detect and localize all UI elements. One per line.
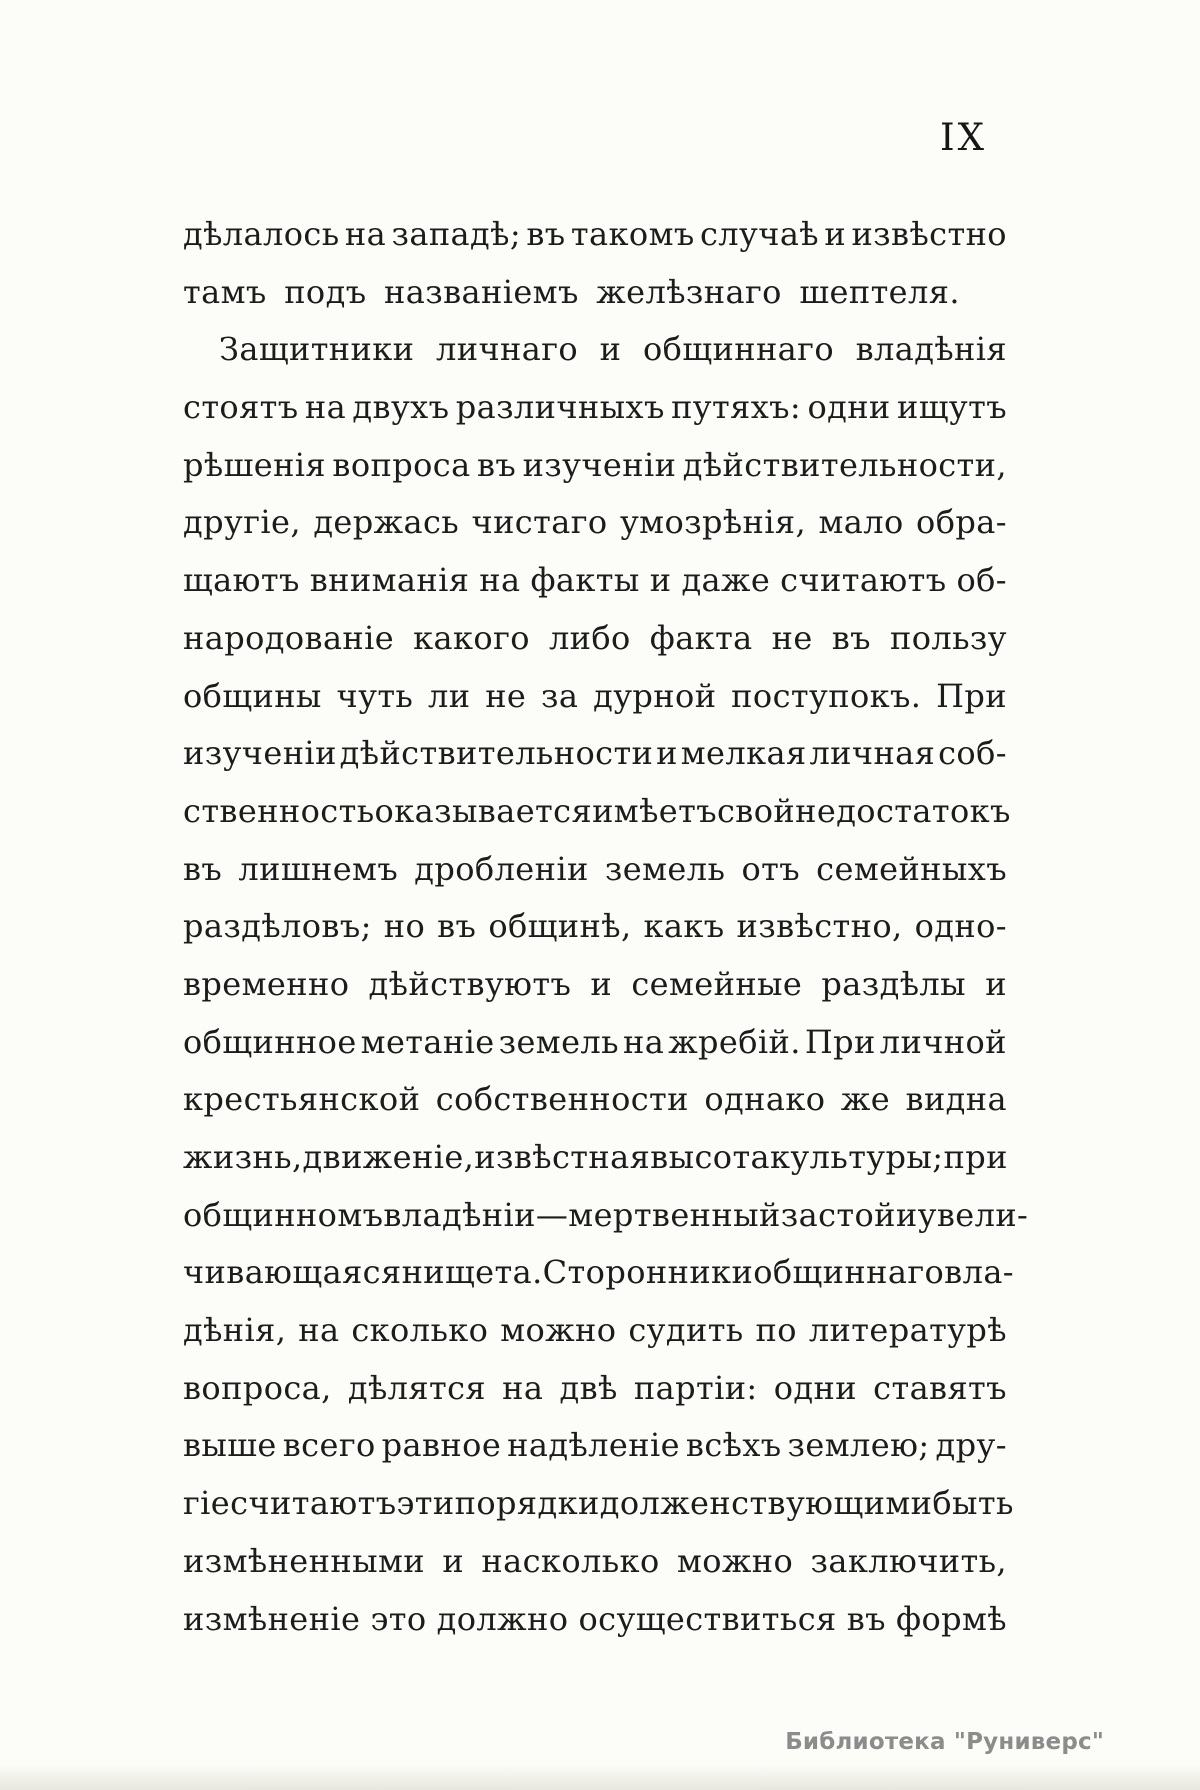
text-line: жизнь, движеніе, извѣстная высота культуры; при — [183, 1138, 1008, 1176]
text-line: общинномъ владѣніи—мертвенный застой и увели- — [183, 1195, 1029, 1234]
text-line: гіе считаютъ эти порядки долженствующими быть — [183, 1484, 1014, 1523]
text-line: народованіе какого либо факта не въ пользу — [183, 618, 1007, 657]
text-line: временно дѣйствуютъ и семейные раздѣлы и — [183, 964, 1007, 1003]
text-line: раздѣловъ; но въ общинѣ, какъ извѣстно, одно- — [183, 907, 1007, 946]
text-line: общинное метаніе земель на жребій. При личной — [183, 1022, 1007, 1061]
text-line: измѣненіе это должно осуществиться въ формѣ — [183, 1599, 1007, 1638]
scan-edge-shadow — [0, 1764, 1200, 1790]
text-line: выше всего равное надѣленіе всѣхъ землею; дру- — [183, 1426, 1007, 1465]
text-line: общины чуть ли не за дурной поступокъ. При — [183, 676, 1007, 715]
text-line: Защитники личнаго и общиннаго владѣнія — [219, 330, 1007, 369]
text-line: стоятъ на двухъ различныхъ путяхъ: одни ищутъ — [183, 388, 1007, 427]
library-watermark: Библиотека "Руниверс" — [785, 1729, 1104, 1755]
text-line: дѣнія, на сколько можно судить по литературѣ — [183, 1311, 1007, 1350]
text-line: крестьянской собственности однако же видна — [183, 1080, 1007, 1119]
text-line: вопроса, дѣлятся на двѣ партіи: одни ставятъ — [183, 1368, 1007, 1407]
text-line: дѣлалось на западѣ; въ такомъ случаѣ и извѣстно — [183, 215, 1007, 253]
text-line: въ лишнемъ дробленіи земель отъ семейныхъ — [183, 849, 1007, 888]
text-line: рѣшенія вопроса въ изученіи дѣйствительности, — [183, 445, 1007, 484]
text-line: измѣненными и насколько можно заключить, — [183, 1541, 1007, 1580]
text-line: другіе, держась чистаго умозрѣнія, мало обра- — [183, 503, 1007, 542]
page-number: IX — [940, 116, 987, 159]
text-line: изученіи дѣйствительности и мелкая личная соб- — [183, 734, 1007, 773]
text-line: чивающаяся нищета. Сторонники общиннаго вла- — [183, 1253, 1015, 1292]
text-line: тамъ подъ названіемъ желѣзнаго шептеля. — [183, 272, 960, 311]
text-line: щаютъ вниманія на факты и даже считаютъ об- — [183, 561, 1007, 600]
body-text — [183, 206, 1029, 1648]
text-line: ственность оказывается имѣетъ свой недостатокъ — [183, 791, 1011, 830]
